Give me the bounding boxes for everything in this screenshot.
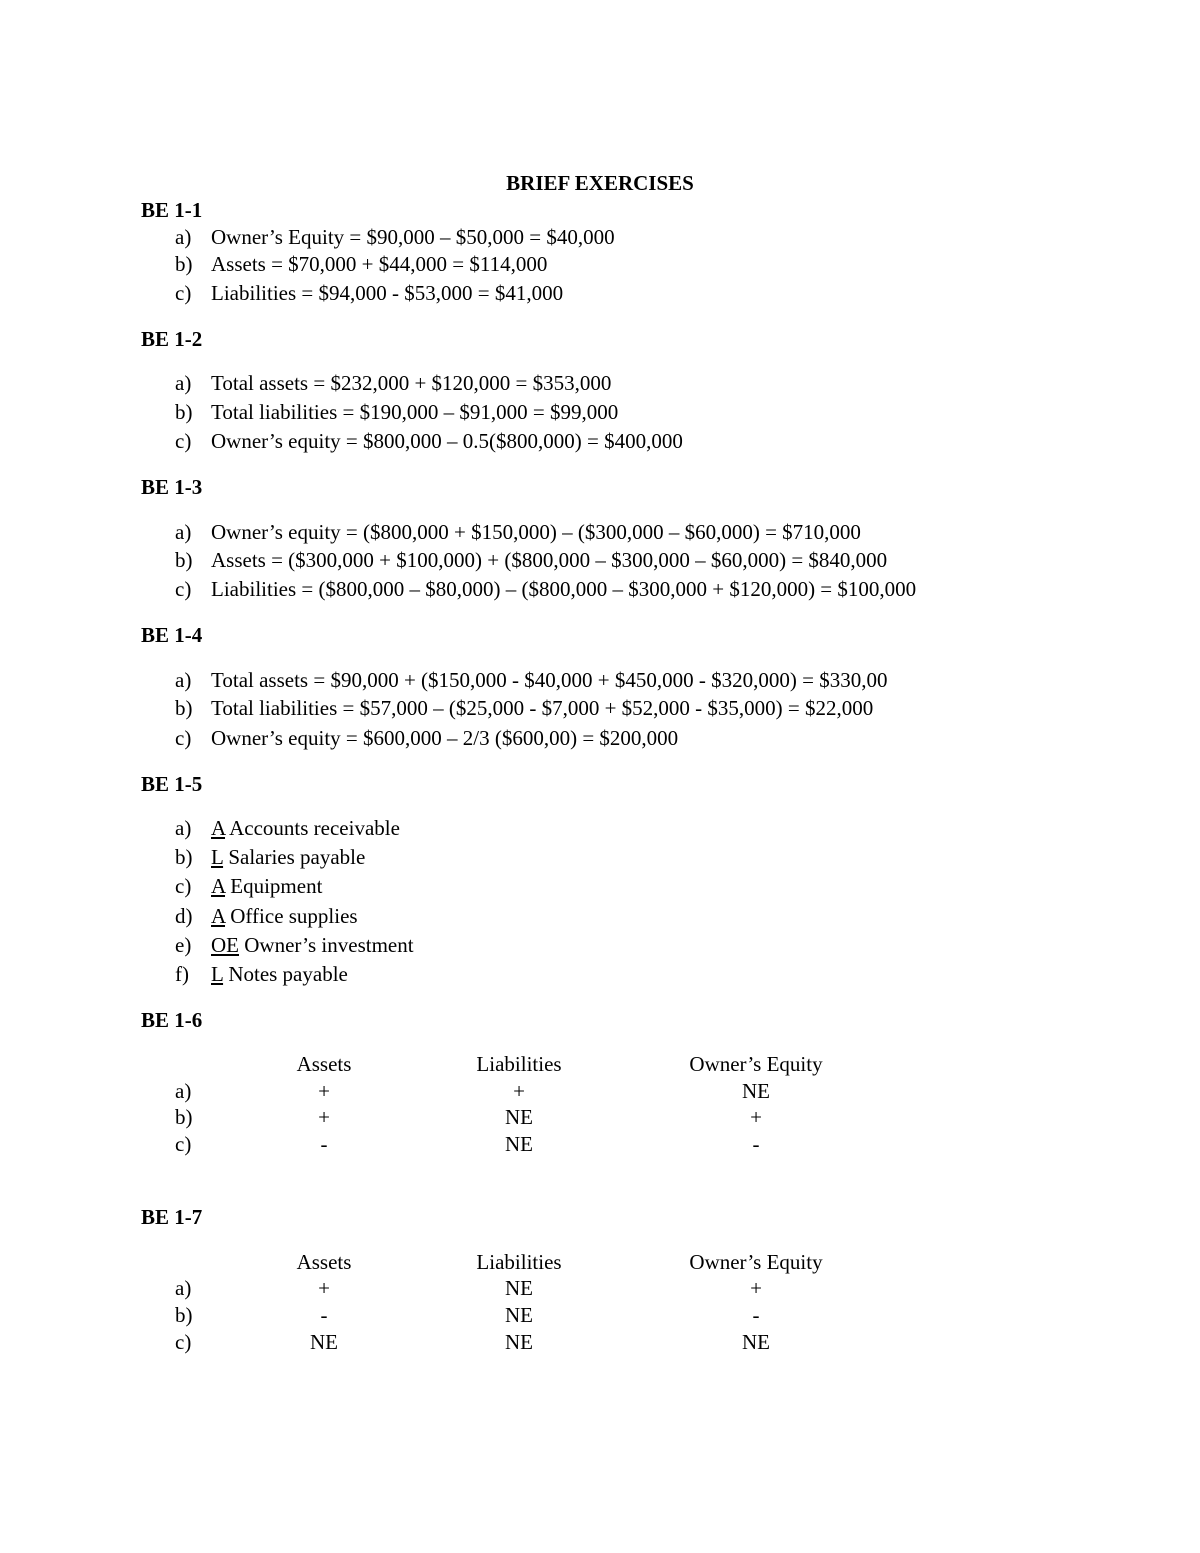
item-text: Salaries payable (228, 845, 366, 869)
item-text: Assets = $70,000 + $44,000 = $114,000 (211, 252, 548, 276)
table-cell: - (752, 1303, 760, 1327)
item-text: Liabilities = $94,000 - $53,000 = $41,000 (211, 281, 564, 305)
item-letter: d) (175, 904, 193, 928)
item-letter: b) (175, 252, 193, 276)
be1-2-item-b (175, 399, 618, 425)
column-header-liabilities: Liabilities (476, 1250, 562, 1274)
be1-4-item-a (175, 667, 887, 693)
table-cell: + (513, 1079, 525, 1103)
be1-7-heading: BE 1-7 (141, 1205, 203, 1229)
table-cell: NE (505, 1105, 533, 1129)
be1-5-item-a (175, 815, 400, 841)
table-cell: - (752, 1132, 760, 1156)
column-header-liabilities: Liabilities (476, 1052, 562, 1076)
be1-4-item-c (175, 725, 678, 751)
item-letter: a) (175, 225, 192, 249)
classification-code: A (211, 874, 226, 898)
item-text: Owner’s equity = $800,000 – 0.5($800,000) = $400,000 (211, 429, 683, 453)
be1-1-item-c (175, 280, 563, 306)
row-label: c) (175, 1330, 192, 1354)
be1-3-item-a (175, 519, 861, 545)
column-header-assets: Assets (296, 1250, 352, 1274)
item-text: Owner’s equity = $600,000 – 2/3 ($600,00) = $200,000 (211, 726, 679, 750)
table-cell: + (318, 1276, 330, 1300)
row-label: a) (175, 1079, 192, 1103)
item-text: Total assets = $90,000 + ($150,000 - $40,000 + $450,000 - $320,000) = $330,00 (211, 668, 888, 692)
be1-1-heading: BE 1-1 (141, 198, 203, 222)
be1-5-item-d (175, 903, 358, 929)
item-text: Notes payable (228, 962, 348, 986)
classification-code: L (211, 962, 224, 986)
item-letter: c) (175, 281, 192, 305)
be1-5-item-b (175, 844, 365, 870)
column-header-assets: Assets (296, 1052, 352, 1076)
item-letter: a) (175, 520, 192, 544)
column-header-owners-equity: Owner’s Equity (689, 1250, 823, 1274)
table-cell: NE (310, 1330, 338, 1354)
be1-2-heading: BE 1-2 (141, 327, 203, 351)
item-text: Accounts receivable (229, 816, 400, 840)
table-cell: NE (742, 1079, 770, 1103)
table-cell: - (320, 1303, 328, 1327)
item-text: Owner’s investment (244, 933, 414, 957)
be1-1-item-b (175, 251, 547, 277)
be1-5-heading: BE 1-5 (141, 772, 203, 796)
classification-code: A (211, 816, 226, 840)
row-label: b) (175, 1105, 193, 1129)
be1-4-item-b (175, 695, 873, 721)
item-letter: a) (175, 668, 192, 692)
table-cell: + (750, 1276, 762, 1300)
be1-2-item-c (175, 428, 683, 454)
be1-6-heading: BE 1-6 (141, 1008, 203, 1032)
item-text: Liabilities = ($800,000 – $80,000) – ($800,000 – $300,000 + $120,000) = $100,000 (211, 577, 917, 601)
be1-3-item-b (175, 547, 887, 573)
be1-5-item-c (175, 873, 322, 899)
item-text: Owner’s Equity = $90,000 – $50,000 = $40,000 (211, 225, 615, 249)
be1-1-item-a (175, 224, 615, 250)
classification-code: L (211, 845, 224, 869)
be1-3-item-c (175, 576, 916, 602)
item-text: Assets = ($300,000 + $100,000) + ($800,000 – $300,000 – $60,000) = $840,000 (211, 548, 888, 572)
item-text: Office supplies (230, 904, 358, 928)
item-letter: b) (175, 548, 193, 572)
be1-2-item-a (175, 370, 611, 396)
classification-code: OE (211, 933, 239, 957)
classification-code: A (211, 904, 226, 928)
row-label: c) (175, 1132, 192, 1156)
item-letter: e) (175, 933, 192, 957)
table-cell: NE (505, 1132, 533, 1156)
be1-5-item-f (175, 961, 348, 987)
item-letter: f) (175, 962, 189, 986)
item-letter: b) (175, 845, 193, 869)
item-letter: b) (175, 400, 193, 424)
be1-3-heading: BE 1-3 (141, 475, 203, 499)
table-cell: NE (505, 1276, 533, 1300)
table-cell: NE (742, 1330, 770, 1354)
be1-4-heading: BE 1-4 (141, 623, 203, 647)
table-cell: - (320, 1132, 328, 1156)
row-label: a) (175, 1276, 192, 1300)
table-cell: NE (505, 1330, 533, 1354)
table-cell: + (750, 1105, 762, 1129)
item-letter: a) (175, 371, 192, 395)
item-letter: b) (175, 696, 193, 720)
be1-5-item-e (175, 932, 414, 958)
item-text: Equipment (230, 874, 323, 898)
item-letter: a) (175, 816, 192, 840)
table-cell: NE (505, 1303, 533, 1327)
item-text: Total assets = $232,000 + $120,000 = $353,000 (211, 371, 612, 395)
item-letter: c) (175, 874, 192, 898)
item-letter: c) (175, 429, 192, 453)
column-header-owners-equity: Owner’s Equity (689, 1052, 823, 1076)
item-letter: c) (175, 726, 192, 750)
table-cell: + (318, 1105, 330, 1129)
item-text: Total liabilities = $190,000 – $91,000 = $99,000 (211, 400, 619, 424)
row-label: b) (175, 1303, 193, 1327)
page-title: BRIEF EXERCISES (506, 171, 694, 195)
item-text: Owner’s equity = ($800,000 + $150,000) – ($300,000 – $60,000) = $710,000 (211, 520, 861, 544)
item-letter: c) (175, 577, 192, 601)
table-cell: + (318, 1079, 330, 1103)
item-text: Total liabilities = $57,000 – ($25,000 - $7,000 + $52,000 - $35,000) = $22,000 (211, 696, 874, 720)
